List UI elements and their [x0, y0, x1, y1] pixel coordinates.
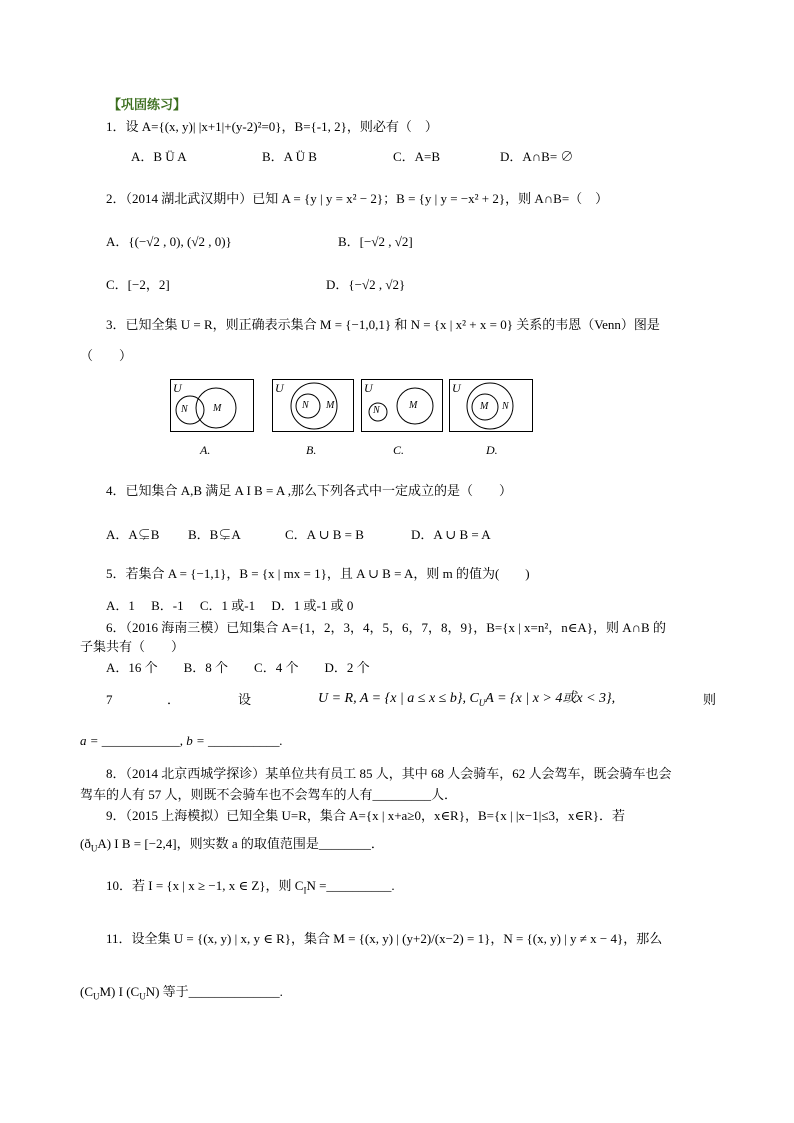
question-4-option-a: A．A⊊B	[106, 527, 160, 542]
venn-a-u-label: U	[173, 381, 182, 395]
question-2-option-b: B．[−√2 , √2]	[338, 234, 413, 249]
question-7-dot: ．	[167, 692, 181, 707]
question-2-stem: 2．（2014 湖北武汉期中）已知 A = {y | y = x² − 2}；B = {y | y = −x² + 2}，则 A∩B=（ ）	[106, 191, 609, 206]
question-11-line-2	[80, 984, 283, 1005]
venn-a-letter: A.	[200, 443, 211, 457]
question-1-option-b: B．A Ü B	[262, 149, 317, 164]
question-6-options: A．16 个 B．8 个 C．4 个 D．2 个	[106, 660, 370, 675]
question-8-line-1: 8．（2014 北京西城学探诊）某单位共有员工 85 人，其中 68 人会骑车，62 人会驾车，既会骑车也会	[106, 766, 672, 781]
venn-b-u-label: U	[275, 381, 284, 395]
question-7-number: 7	[106, 692, 113, 707]
question-7-expression	[318, 691, 615, 711]
question-11-line-2-subscript-1: U	[93, 991, 100, 1002]
question-9-line-2-part1: (ð	[80, 836, 91, 851]
venn-c-m-label: M	[409, 400, 418, 411]
question-1-option-c: C．A=B	[393, 149, 441, 164]
question-4-stem: 4．已知集合 A,B 满足 A I B = A ,那么下列各式中一定成立的是（ ）	[106, 483, 513, 498]
question-3-stem: 3．已知全集 U = R，则正确表示集合 M = {−1,0,1} 和 N = {x | x² + x = 0} 关系的韦恩（Venn）图是	[106, 317, 660, 332]
venn-diagram-b	[272, 379, 354, 432]
question-9-line-2	[80, 836, 384, 857]
question-10-line	[106, 878, 395, 899]
question-4-option-c: C．A ∪ B = B	[285, 527, 364, 542]
question-7-verb: 设	[238, 692, 252, 707]
question-11-line-2-part1: (C	[80, 984, 93, 999]
question-10-part1: 10．若 I = {x | x ≥ −1, x ∈ Z}，则 C	[106, 878, 304, 893]
question-2-option-d: D．{−√2 , √2}	[326, 277, 406, 292]
question-3-stem-continued: （ ）	[80, 348, 133, 363]
question-10-subscript: I	[303, 885, 307, 896]
question-11-line-2-part2: M) I (C	[99, 984, 140, 999]
question-11-line-2-part3: N) 等于______________.	[145, 984, 283, 999]
venn-a-n-label: N	[181, 404, 188, 415]
question-7-answer-line: a = ____________, b = ___________.	[80, 733, 283, 748]
question-7-expression-part2: A = {x | x > 4或x < 3},	[485, 691, 616, 706]
question-9-line-2-part2: A) I B = [−2,4]，则实数 a 的取值范围是________．	[97, 836, 384, 851]
venn-c-letter: C.	[393, 443, 405, 457]
question-5-stem: 5．若集合 A = {−1,1}，B = {x | mx = 1}，且 A ∪ B = A，则 m 的值为( )	[106, 566, 530, 581]
question-6-stem: 6．（2016 海南三模）已知集合 A={1，2，3，4，5，6，7，8，9}，B={x | x=n²，n∈A}，则 A∩B 的	[106, 620, 666, 635]
question-11-line-1: 11．设全集 U = {(x, y) | x, y ∈ R}，集合 M = {(x, y) | (y+2)/(x−2) = 1}，N = {(x, y) | y ≠ x − 4}，那么	[106, 931, 663, 946]
venn-d-letter: D.	[486, 443, 498, 457]
question-2-option-c: C．[−2，2]	[106, 277, 170, 292]
venn-b-m-label: M	[326, 400, 335, 411]
question-7-expression-part1: U = R, A = {x | a ≤ x ≤ b}, C	[318, 691, 479, 706]
question-7-expression-subscript: U	[478, 697, 486, 708]
venn-a-m-label: M	[213, 403, 222, 414]
question-8-line-2: 驾车的人有 57 人，则既不会骑车也不会驾车的人有_________人．	[80, 787, 458, 802]
venn-d-u-label: U	[452, 381, 461, 395]
venn-b-n-label: N	[302, 400, 309, 411]
question-9-line-2-subscript: U	[90, 843, 98, 854]
venn-c-n-label: N	[373, 405, 380, 416]
venn-d-m-label: M	[480, 401, 489, 412]
section-header: 【巩固练习】	[108, 98, 187, 113]
venn-d-n-label: N	[502, 401, 509, 412]
question-1-option-d: D．A∩B= ∅	[500, 149, 574, 164]
venn-b-letter: B.	[306, 443, 317, 457]
question-4-option-b: B．B⊊A	[188, 527, 241, 542]
question-9-line-1: 9．（2015 上海模拟）已知全集 U=R，集合 A={x | x+a≥0，x∈R}，B={x | |x−1|≤3，x∈R}．若	[106, 808, 626, 823]
question-1-option-a: A．B Ü A	[131, 149, 187, 164]
question-6-stem-continued: 子集共有（ ）	[80, 639, 185, 654]
question-1-stem: 1．设 A={(x, y)| |x+1|+(y-2)²=0}，B={-1, 2}，则必有（ ）	[106, 119, 438, 134]
question-11-line-2-subscript-2: U	[139, 991, 146, 1002]
question-2-option-a: A．{(−√2 , 0), (√2 , 0)}	[106, 234, 232, 249]
question-4-option-d: D．A ∪ B = A	[411, 527, 491, 542]
question-10-part2: N =__________.	[306, 878, 395, 893]
venn-c-u-label: U	[364, 381, 373, 395]
question-5-options: A．1 B．-1 C．1 或-1 D．1 或-1 或 0	[106, 598, 354, 613]
question-7-then: 则	[703, 692, 717, 707]
venn-diagram-d	[449, 379, 533, 432]
